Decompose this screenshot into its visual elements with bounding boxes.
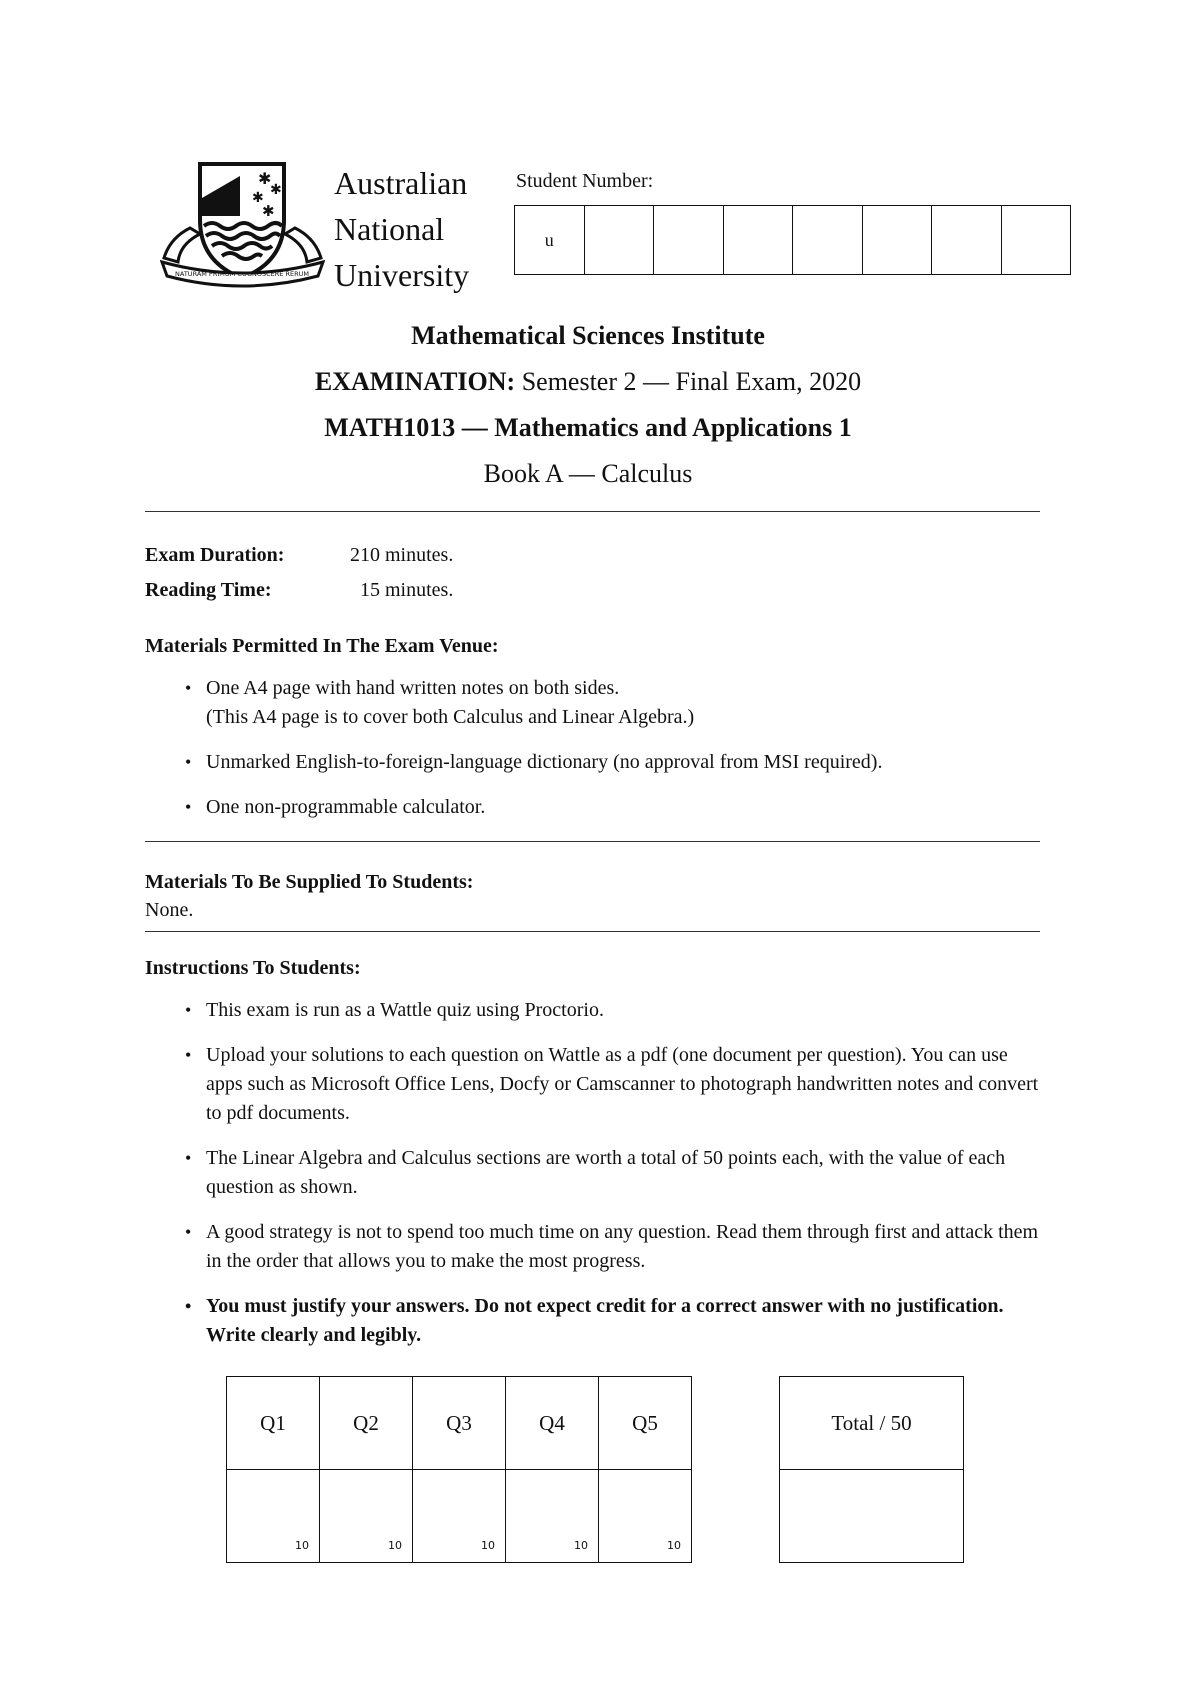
anu-crest-logo: [160, 158, 325, 290]
exam-detail: Semester 2 — Final Exam, 2020: [521, 367, 862, 396]
max-points: 10: [481, 1539, 495, 1552]
question-header-cell: Q4: [506, 1377, 599, 1470]
student-number-cell[interactable]: [793, 206, 863, 274]
instructions-list: [182, 996, 1042, 1366]
table-row: [780, 1377, 964, 1470]
book-title: Book A — Calculus: [483, 459, 693, 488]
list-item: [182, 748, 1042, 777]
score-cell[interactable]: [227, 1470, 320, 1563]
divider: [145, 511, 1040, 512]
question-header-cell: Q3: [413, 1377, 506, 1470]
student-number-grid: [514, 205, 1071, 275]
table-row: [780, 1470, 964, 1563]
exam-time-info: [145, 538, 453, 608]
divider: [145, 931, 1040, 932]
svg-text:✱: ✱: [252, 190, 264, 206]
reading-time-label: Reading Time:: [145, 579, 272, 601]
duration-row: [145, 538, 453, 573]
question-header-cell: Q1: [227, 1377, 320, 1470]
student-number-cell[interactable]: [724, 206, 794, 274]
duration-label: Exam Duration:: [145, 544, 285, 566]
list-item-text: (This A4 page is to cover both Calculus and Linear Algebra.): [206, 706, 695, 728]
student-number-cell[interactable]: [654, 206, 724, 274]
list-item: [182, 1041, 1042, 1128]
list-item-text: This exam is run as a Wattle quiz using Proctorio.: [206, 999, 604, 1021]
university-name-line: University: [334, 257, 470, 293]
list-item-text: A good strategy is not to spend too much time on any question. Read them through first and attack them in the order that allows you to make the most progress.: [206, 1221, 1039, 1272]
question-header-cell: Q5: [599, 1377, 692, 1470]
score-cell[interactable]: [506, 1470, 599, 1563]
materials-supplied-text: None.: [145, 899, 194, 921]
reading-time-value: 15 minutes.: [360, 579, 454, 601]
table-row: [227, 1377, 692, 1470]
score-cell[interactable]: [599, 1470, 692, 1563]
list-item-text: Upload your solutions to each question on Wattle as a pdf (one document per question). You can use apps such as Microsoft Office Lens, Docfy or Camscanner to photograph handwritten notes and convert to pdf documents.: [206, 1044, 1039, 1124]
duration-value: 210 minutes.: [350, 544, 454, 566]
exam-line: [0, 359, 1176, 405]
crest-motto: NATURAM PRIMUM COGNOSCERE RERUM: [175, 270, 309, 278]
total-score-table: [779, 1376, 964, 1563]
materials-permitted-list: [182, 674, 1042, 838]
university-name: [334, 160, 469, 298]
reading-time-row: [145, 573, 453, 608]
materials-permitted-heading: Materials Permitted In The Exam Venue:: [145, 635, 499, 657]
student-number-cell[interactable]: u: [515, 206, 585, 274]
materials-supplied-heading: Materials To Be Supplied To Students:: [145, 871, 474, 893]
institute-title: Mathematical Sciences Institute: [411, 321, 765, 350]
exam-title-block: [0, 313, 1176, 497]
list-item: [182, 1218, 1042, 1276]
list-item: [182, 1292, 1042, 1350]
svg-text:✱: ✱: [258, 169, 272, 188]
list-item-text: • One non-programmable calculator.: [206, 796, 486, 818]
instructions-heading: Instructions To Students:: [145, 957, 361, 979]
student-number-cell[interactable]: [863, 206, 933, 274]
max-points: 10: [295, 1539, 309, 1552]
list-item: [182, 1144, 1042, 1202]
max-points: 10: [388, 1539, 402, 1552]
max-points: 10: [667, 1539, 681, 1552]
table-row: [227, 1470, 692, 1563]
student-number-label: Student Number:: [516, 170, 654, 192]
list-item: [182, 996, 1042, 1025]
list-item-text: You must justify your answers. Do not expect credit for a correct answer with no justification. Write clearly and legibly.: [206, 1295, 1004, 1346]
score-cell[interactable]: [413, 1470, 506, 1563]
list-item-text: • Unmarked English-to-foreign-language dictionary (no approval from MSI required).: [206, 751, 883, 773]
university-name-line: National: [334, 211, 445, 247]
student-number-cell[interactable]: [1002, 206, 1071, 274]
svg-text:✱: ✱: [262, 202, 275, 220]
student-number-cell[interactable]: [932, 206, 1002, 274]
list-item-text: • One A4 page with hand written notes on both sides.: [206, 677, 620, 699]
question-score-table: [226, 1376, 692, 1563]
list-item: [182, 793, 1042, 822]
divider: [145, 841, 1040, 842]
exam-label: EXAMINATION:: [314, 367, 516, 396]
university-name-line: Australian: [334, 165, 468, 201]
svg-text:✱: ✱: [270, 182, 282, 198]
total-header-cell: Total / 50: [780, 1377, 964, 1470]
student-number-cell[interactable]: [585, 206, 655, 274]
score-cell[interactable]: [320, 1470, 413, 1563]
course-title: MATH1013 — Mathematics and Applications 1: [324, 413, 852, 442]
question-header-cell: Q2: [320, 1377, 413, 1470]
list-item-text: The Linear Algebra and Calculus sections are worth a total of 50 points each, with the value of each question as shown.: [206, 1147, 1006, 1198]
list-item: [182, 674, 1042, 732]
max-points: 10: [574, 1539, 588, 1552]
total-score-cell[interactable]: [780, 1470, 964, 1563]
